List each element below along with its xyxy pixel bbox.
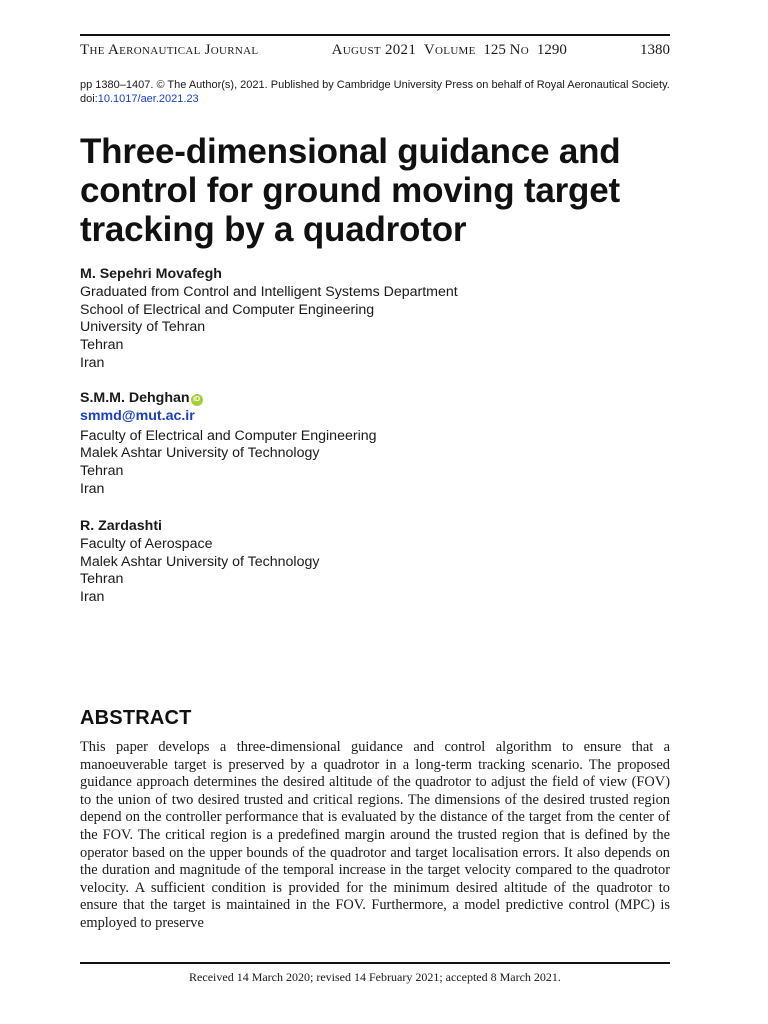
issue-info [332, 42, 567, 59]
affiliation-line: Iran [80, 354, 105, 371]
running-header [80, 34, 670, 59]
author-3 [80, 518, 680, 607]
page-number: 1380 [640, 42, 670, 58]
affiliation-line: Malek Ashtar University of Technology [80, 553, 320, 570]
affiliation-line: Faculty of Electrical and Computer Engineering [80, 427, 377, 444]
received-dates: Received 14 March 2020; revised 14 February 2021; accepted 8 March 2021. [189, 970, 561, 984]
affiliation-line: Iran [80, 589, 105, 606]
paper-title: Three-dimensional guidance and control for ground moving target tracking by a quadrotor [80, 132, 621, 249]
author-name: M. Sepehri Movafegh [80, 266, 222, 282]
author-email-link[interactable]: smmd@mut.ac.ir [80, 407, 195, 424]
author-name: S.M.M. Dehghan [80, 390, 190, 406]
doi-link[interactable]: 10.1017/aer.2021.23 [97, 93, 199, 105]
affiliation-line: Iran [80, 480, 105, 497]
citation-line: pp 1380–1407. © The Author(s), 2021. Published by Cambridge University Press on behalf of Royal Aeronautical Society. [80, 79, 670, 91]
author-2 [80, 390, 680, 499]
number-label: No [509, 42, 530, 58]
author-name: R. Zardashti [80, 518, 162, 534]
footer [80, 962, 670, 985]
affiliation-line: Tehran [80, 337, 124, 354]
volume-label: Volume [423, 42, 476, 58]
affiliation-line: School of Electrical and Computer Engineering [80, 301, 375, 318]
affiliation-line: Tehran [80, 571, 124, 588]
affiliation-line: University of Tehran [80, 319, 206, 336]
affiliation-line: Tehran [80, 463, 124, 480]
doi-line [80, 92, 670, 106]
abstract-heading: ABSTRACT [80, 707, 192, 729]
affiliation-line: Malek Ashtar University of Technology [80, 445, 320, 462]
affiliation-line: Faculty of Aerospace [80, 535, 213, 552]
journal-name: The Aeronautical Journal [80, 42, 259, 58]
abstract-text: This paper develops a three-dimensional guidance and control algorithm to ensure that a manoeuverable target is preserved by a quadrotor in a long-term tracking scenario. The proposed guidance approach determines the desired altitude of the quadrotor to adjust the field of view (FOV) to the union of two desired trusted and critical regions. The dimensions of the desired trusted region depend on the controller performance that is evaluated by the distance of the target from the center of the FOV. The critical region is a predefined margin around the trusted region that is defined by the operator based on the upper bounds of the quadrotor and target localisation errors. It also depends on the duration and magnitude of the temporal increase in the target velocity compared to the quadrotor velocity. A sufficient condition is provided for the minimum desired altitude of the quadrotor to ensure that the target is maintained in the FOV. Furthermore, a model predictive control (MPC) is employed to preserve [80, 739, 670, 931]
issue-month-year: August 2021 [331, 42, 417, 58]
issue-number: 1290 [536, 42, 567, 58]
affiliation-line: Graduated from Control and Intelligent Systems Department [80, 283, 458, 300]
doi-label: doi: [80, 93, 98, 105]
citation-meta [80, 78, 670, 106]
orcid-icon[interactable]: iD [191, 394, 203, 406]
author-1 [80, 266, 680, 373]
volume-number: 125 [483, 42, 506, 58]
author-name-line [80, 390, 680, 408]
